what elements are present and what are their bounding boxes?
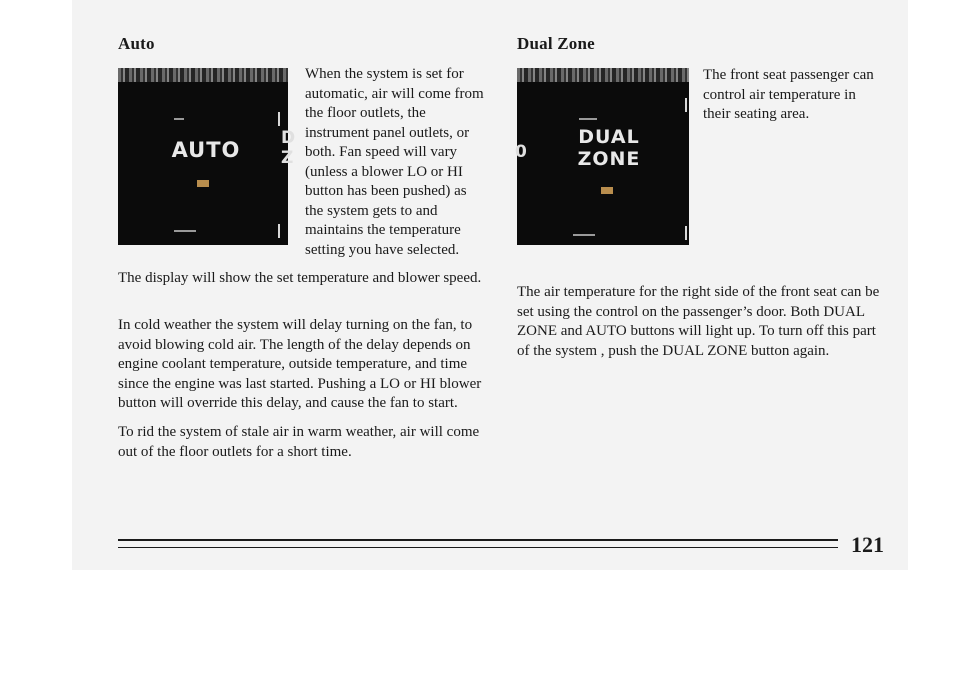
- panel-edge-glyph: Z: [281, 148, 294, 168]
- auto-label: AUTO: [171, 138, 241, 162]
- indicator-light: [197, 180, 209, 187]
- zone-label: ZONE: [577, 148, 641, 170]
- dual-zone-display-image: [517, 68, 689, 245]
- section-heading-auto: Auto: [118, 34, 155, 53]
- dual-label: DUAL: [578, 126, 640, 148]
- panel-tick: [278, 112, 280, 126]
- panel-top-band: [517, 68, 689, 82]
- panel-dash: [579, 118, 597, 120]
- auto-side-text: When the system is set for automatic, air will come from the floor outlets, the instrument panel outlets, or both. Fan speed will vary (unless a blower LO or HI button has been pushed) as the system gets to and maintains the temperature setting you have selected.: [305, 66, 484, 258]
- footer-rule: [118, 539, 838, 541]
- panel-tick: [685, 98, 687, 112]
- panel-edge-glyph: 0: [515, 142, 527, 162]
- auto-paragraph-1: The display will show the set temperature and blower speed.: [118, 270, 482, 286]
- auto-paragraph-2: In cold weather the system will delay turning on the fan, to avoid blowing cold air. The length of the delay depends on engine coolant temperature, outside temperature, and time since the engine was last started. Pushing a LO or HI blower button will override this delay, and cause the fan to start.: [118, 317, 482, 411]
- section-heading-dual-zone: Dual Zone: [517, 34, 595, 53]
- footer-rule: [118, 547, 838, 548]
- dual-zone-side-text: The front seat passenger can control air temperature in their seating area.: [703, 67, 874, 122]
- page-number: 121: [851, 532, 884, 557]
- dual-zone-paragraph-1: The air temperature for the right side of the front seat can be set using the control on the passenger’s door. Both DUAL ZONE and AUTO buttons will light up. To turn off this part of the system , push the DUAL ZONE button again.: [517, 284, 880, 359]
- panel-dash: [174, 118, 184, 120]
- indicator-light: [601, 187, 613, 194]
- panel-top-band: [118, 68, 288, 82]
- panel-edge-glyph: D: [281, 128, 296, 148]
- auto-display-image: [118, 68, 296, 245]
- panel-dash: [174, 230, 196, 232]
- panel-tick: [278, 224, 280, 238]
- auto-paragraph-3: To rid the system of stale air in warm weather, air will come out of the floor outlets for a short time.: [118, 424, 480, 460]
- panel-dash: [573, 234, 595, 236]
- panel-tick: [685, 226, 687, 240]
